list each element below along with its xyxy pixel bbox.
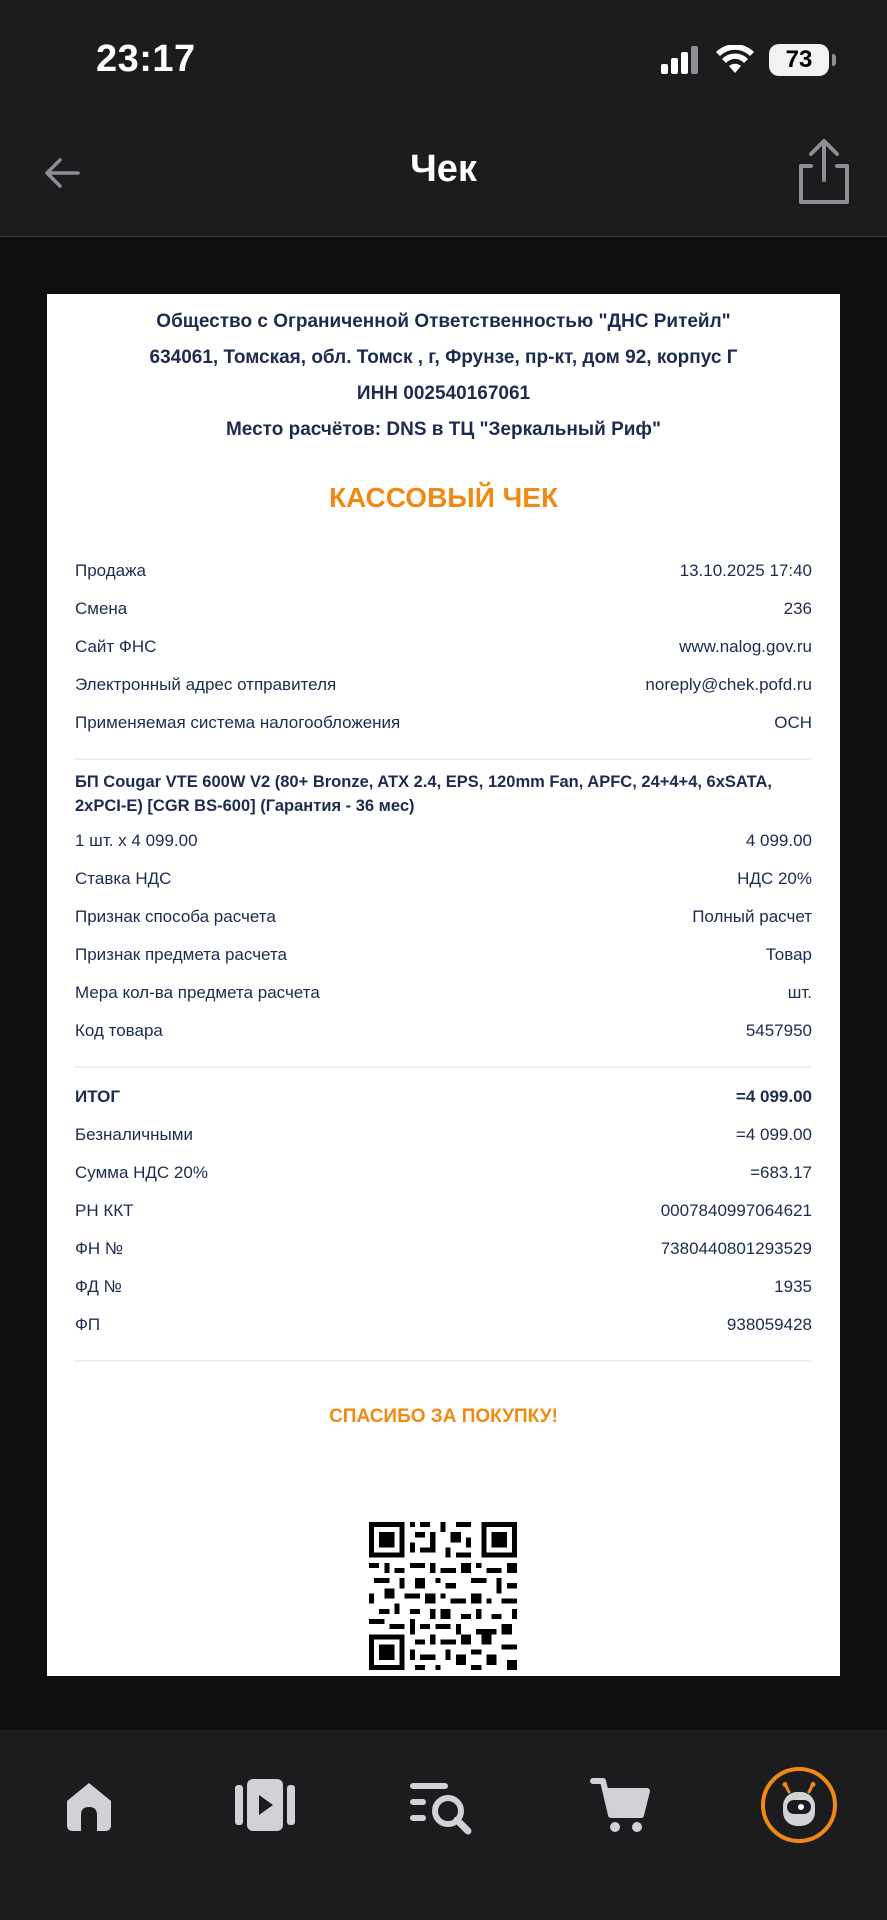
nav-bar <box>0 110 887 237</box>
row-value: 0007840997064621 <box>660 1201 812 1220</box>
tab-home[interactable] <box>44 1760 134 1850</box>
receipt-viewer[interactable] <box>0 237 887 1730</box>
receipt-row <box>75 1012 812 1050</box>
cart-icon <box>589 1775 653 1835</box>
row-label: Признак способа расчета <box>75 907 276 926</box>
signal-icon <box>661 46 701 74</box>
share-icon <box>791 136 857 208</box>
row-label: Применяемая система налогообложения <box>75 713 401 732</box>
status-icons <box>661 42 829 78</box>
divider <box>75 758 812 760</box>
row-label: Электронный адрес отправителя <box>75 675 337 694</box>
tab-search[interactable] <box>398 1760 488 1850</box>
thanks-message: СПАСИБО ЗА ПОКУПКУ! <box>329 1406 558 1427</box>
row-value: =4 099.00 <box>735 1087 812 1106</box>
row-label: Сумма НДС 20% <box>75 1163 208 1182</box>
receipt-row <box>75 936 812 974</box>
status-time: 23:17 <box>96 38 196 80</box>
row-label: Ставка НДС <box>75 869 172 888</box>
row-value: =4 099.00 <box>735 1125 812 1144</box>
row-value: 13.10.2025 17:40 <box>679 561 812 580</box>
page-title: Чек <box>410 148 477 190</box>
tab-video[interactable] <box>220 1760 310 1850</box>
row-value: НДС 20% <box>737 869 812 888</box>
divider <box>75 1066 812 1068</box>
receipt-row <box>75 552 812 590</box>
receipt-row <box>75 1230 812 1268</box>
receipt-row <box>75 666 812 704</box>
receipt-row <box>75 704 812 742</box>
receipt-title: КАССОВЫЙ ЧЕК <box>328 482 559 513</box>
wifi-icon <box>715 45 755 75</box>
row-label: ФД № <box>75 1277 122 1296</box>
row-label: ФН № <box>75 1239 124 1258</box>
org-place: Место расчётов: DNS в ТЦ "Зеркальный Риф" <box>225 419 662 440</box>
receipt-row <box>75 898 812 936</box>
item-rows <box>47 822 840 1050</box>
row-label: Смена <box>75 599 128 618</box>
row-label: РН ККТ <box>75 1201 134 1220</box>
row-value: =683.17 <box>750 1163 812 1182</box>
status-bar <box>0 0 887 110</box>
row-value: noreply@chek.pofd.ru <box>645 675 812 694</box>
battery-tip <box>832 54 836 66</box>
org-inn: ИНН 002540167061 <box>356 383 531 404</box>
receipt-row <box>75 974 812 1012</box>
row-value: 1935 <box>774 1277 812 1296</box>
header-rows <box>47 552 840 742</box>
org-name: Общество с Ограниченной Ответственностью "ДНС Ритейл" <box>156 311 731 332</box>
battery-level: 73 <box>785 46 813 73</box>
row-value: 4 099.00 <box>745 831 812 850</box>
receipt-row <box>75 1306 812 1344</box>
tab-profile[interactable] <box>754 1760 844 1850</box>
receipt-row <box>75 1154 812 1192</box>
tab-cart[interactable] <box>576 1760 666 1850</box>
receipt-row <box>75 1192 812 1230</box>
share-button[interactable] <box>791 136 857 208</box>
row-label: 1 шт. х 4 099.00 <box>75 831 198 850</box>
row-value: www.nalog.gov.ru <box>679 637 812 656</box>
video-icon <box>233 1775 297 1835</box>
row-value: 5457950 <box>745 1021 812 1040</box>
profile-avatar <box>761 1767 837 1843</box>
row-value: Товар <box>765 945 812 964</box>
row-value: 236 <box>783 599 812 618</box>
row-label: Безналичными <box>75 1125 193 1144</box>
battery-indicator <box>769 44 829 76</box>
receipt-row <box>75 860 812 898</box>
row-value: шт. <box>787 983 812 1002</box>
divider <box>75 1360 812 1362</box>
item-name: БП Cougar VTE 600W V2 (80+ Bronze, ATX 2.4, EPS, 120mm Fan, APFC, 24+4+4, 6xSATA, 2xPCI-E) [CGR BS-600] (Гарантия - 36 мес) <box>75 773 772 815</box>
row-label: Признак предмета расчета <box>75 945 287 964</box>
org-address: 634061, Томская, обл. Томск , г, Фрунзе, пр-кт, дом 92, корпус Г <box>149 347 738 368</box>
search-list-icon <box>408 1775 478 1835</box>
row-label: Код товара <box>75 1021 163 1040</box>
row-label: Продажа <box>75 561 146 580</box>
receipt-document <box>47 294 840 1676</box>
row-label: Мера кол-ва предмета расчета <box>75 983 320 1002</box>
bottom-tab-bar <box>0 1730 887 1920</box>
receipt-row <box>75 1116 812 1154</box>
row-label: Сайт ФНС <box>75 637 157 656</box>
row-value: Полный расчет <box>692 907 812 926</box>
receipt-row <box>75 628 812 666</box>
qr-code[interactable] <box>369 1522 517 1670</box>
receipt-row <box>75 590 812 628</box>
total-rows <box>47 1078 840 1344</box>
receipt-row <box>75 1268 812 1306</box>
row-value: 7380440801293529 <box>660 1239 812 1258</box>
row-value: ОСН <box>774 713 812 732</box>
receipt-row <box>75 822 812 860</box>
organization-info <box>47 294 840 448</box>
row-label: ИТОГ <box>75 1087 121 1106</box>
home-icon <box>59 1775 119 1835</box>
row-label: ФП <box>75 1315 101 1334</box>
row-value: 938059428 <box>726 1315 812 1334</box>
total-row <box>75 1078 812 1116</box>
profile-avatar-icon <box>777 1782 821 1828</box>
